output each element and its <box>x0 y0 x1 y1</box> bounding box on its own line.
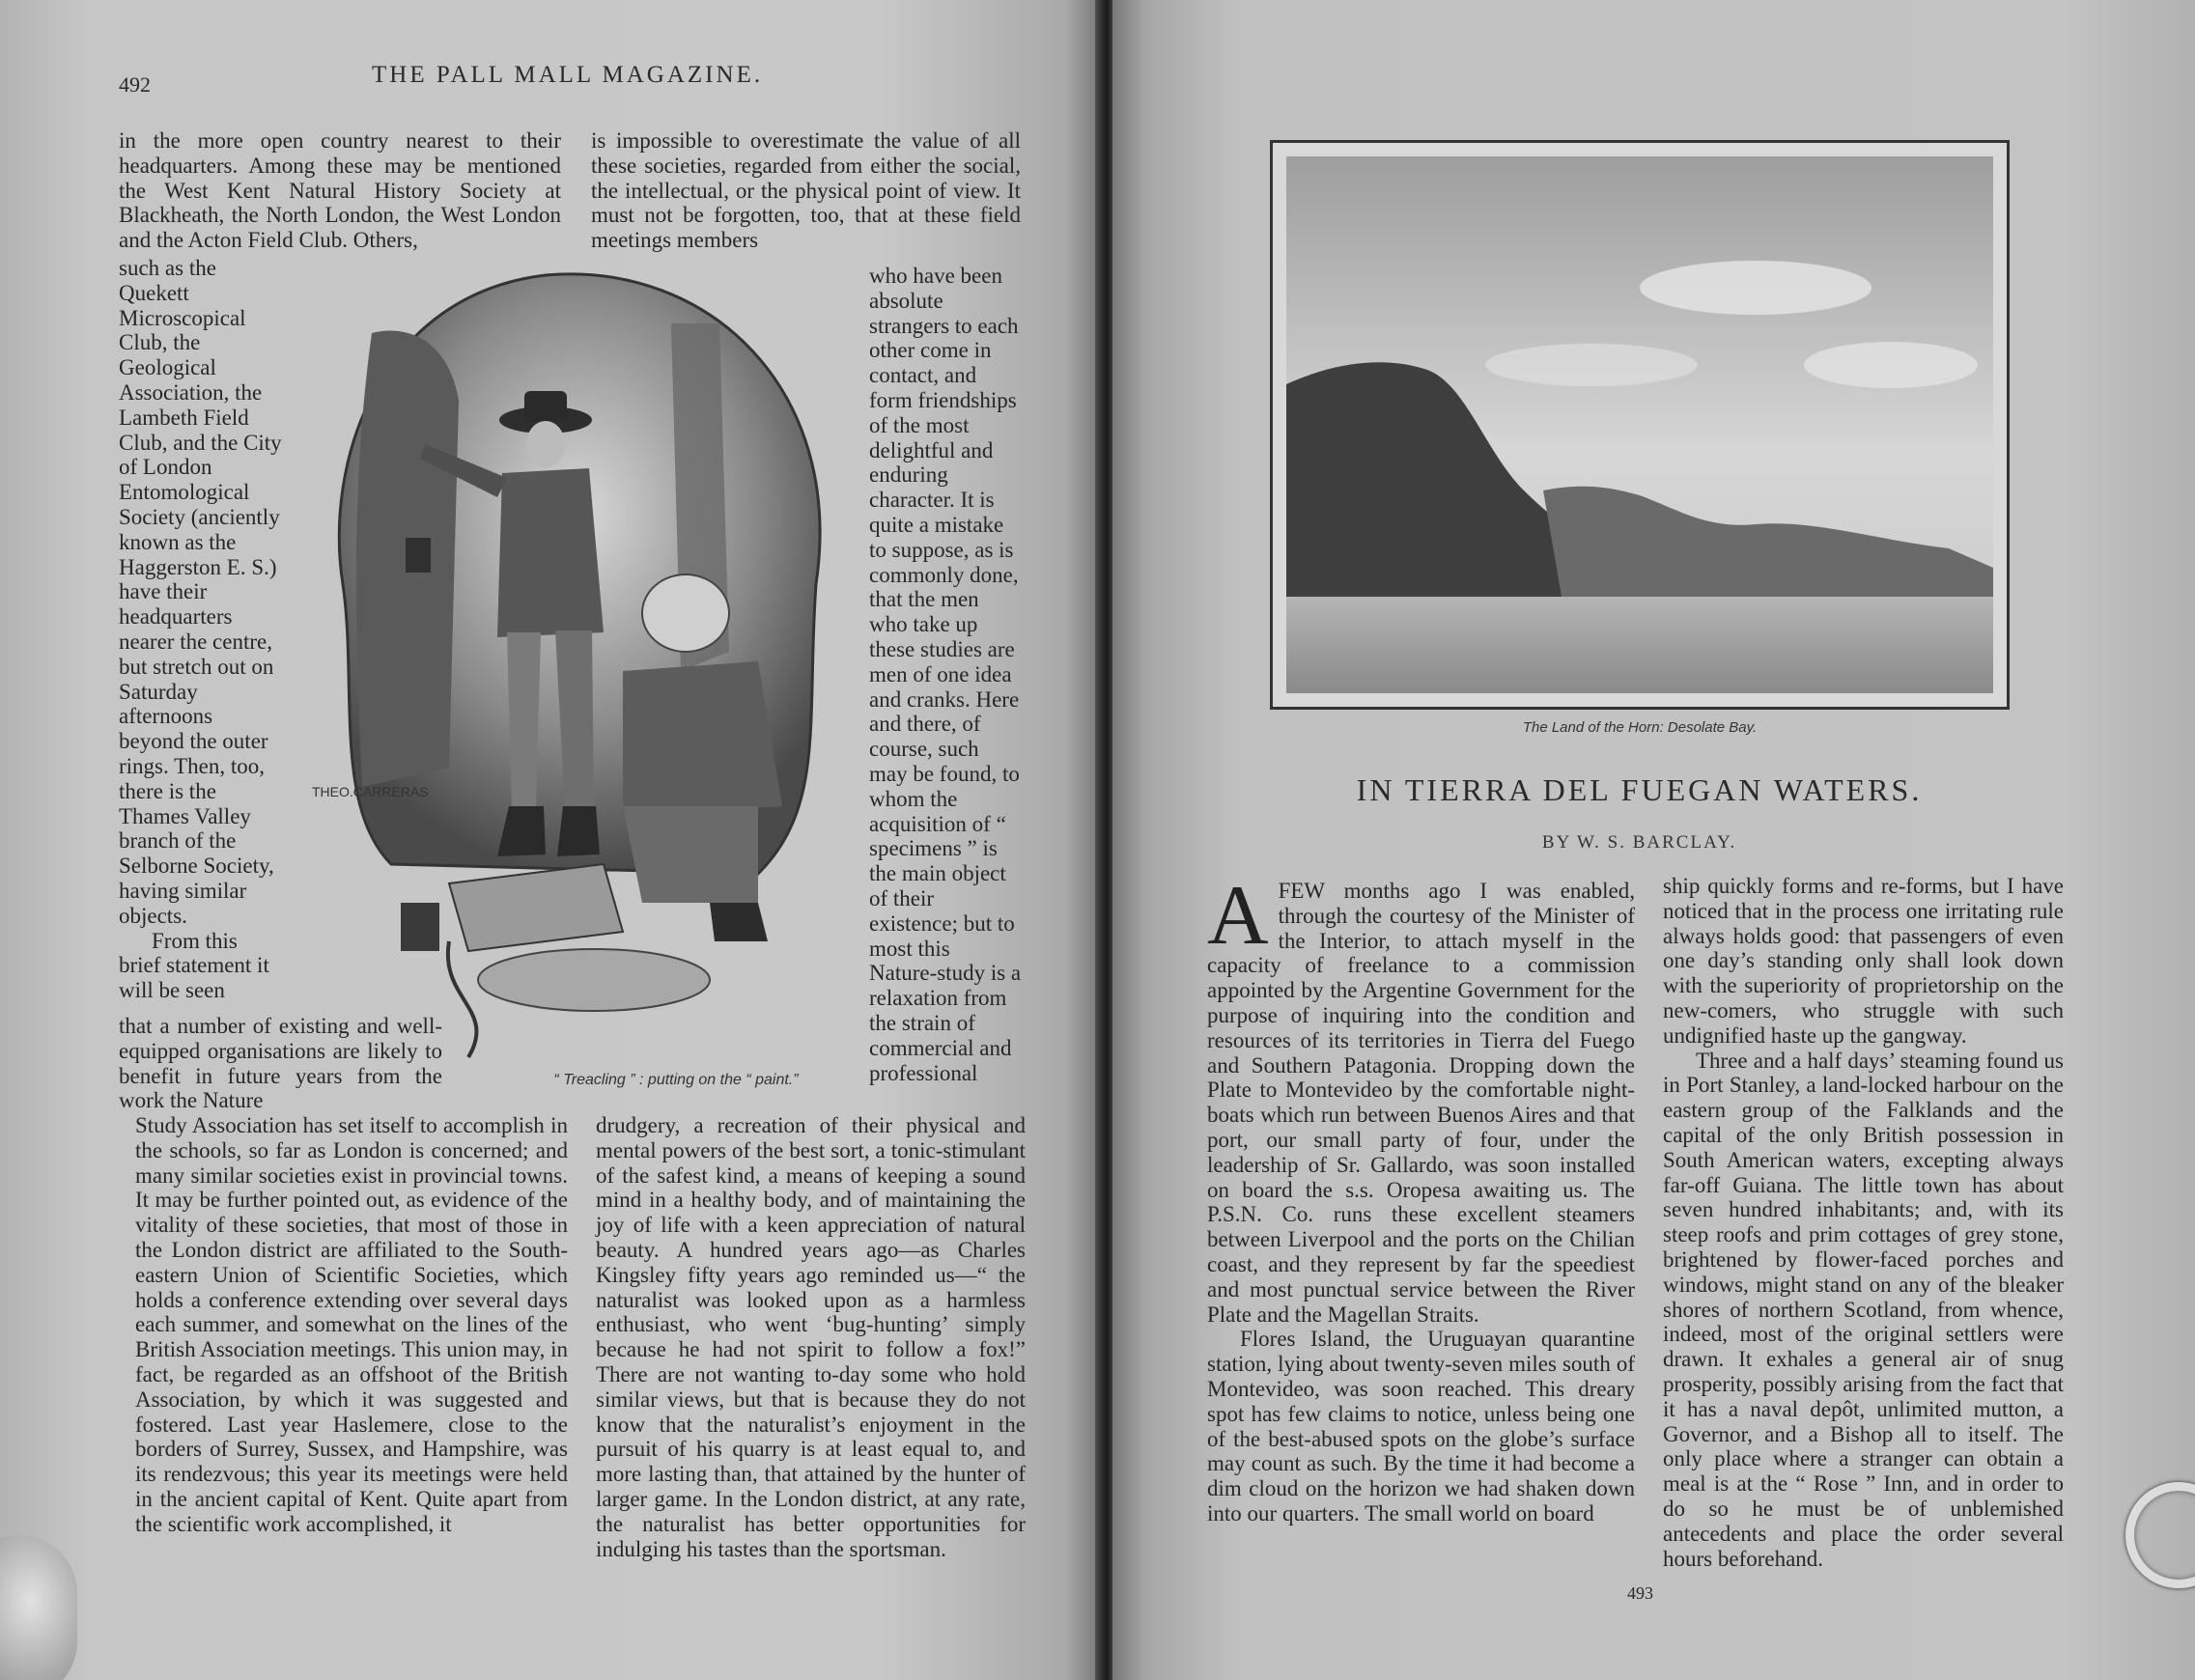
right-col2-para2: Three and a half days’ steaming found us in Port Stanley, a land-locked harbour on the eastern group of the Falklands and the capital of the only British possession in South American waters, excepting always far-off Guiana. The little town has about seven hundred inhabitants; and, with its steep roofs and prim cottages of grey stone, brightened by flower-faced porches and windows, might stand on any of the bleaker shores of northern Scotland, from whence, indeed, most of the original settlers were drawn. It exhales a general air of snug prosperity, possibly arising from the fact that it has a naval depôt, unlimited mutton, a Governor, and a Bishop all to itself. The only place where a stranger can obtain a meal is at the “ Rose ” Inn, and in order to do so he must be of unblemished antecedents and place the order several hours beforehand. <box>1663 1048 2064 1571</box>
illustration-signature: THEO.CARRERAS <box>312 784 429 799</box>
page-number-right: 493 <box>1627 1583 1653 1603</box>
col1-mid-text: that a number of existing and well-equipped organisations are likely to benefit in future years from the work the Nature <box>119 1014 442 1113</box>
left-column-1-narrow <box>119 256 283 1003</box>
drop-cap: A <box>1207 869 1269 963</box>
col1-top-text: in the more open country nearest to their headquarters. Among these may be mentioned the West Kent Natural History Society at Blackheath, the North London, the West London and the Acton Field Club. Others, <box>119 128 561 253</box>
thumb <box>0 1535 77 1680</box>
illustration-caption: “ Treacling ” : putting on the “ paint.” <box>553 1072 799 1088</box>
right-column-1 <box>1207 869 1635 1526</box>
right-col1-para1 <box>1207 869 1635 1327</box>
right-col1-para2: Flores Island, the Uruguayan quarantine station, lying about twenty-seven miles south of Montevideo, was soon reached. This dreary spot has few claims to notice, unless being one of the best-abused spots on the globe’s surface may count as such. By the time it had become a dim cloud on the horizon we had shaken down into our quarters. The small world on board <box>1207 1327 1635 1526</box>
left-column-1-bottom <box>135 1113 568 1537</box>
article-byline: BY W. S. BARCLAY. <box>1541 832 1737 853</box>
col1-bottom-text: Study Association has set itself to accomplish in the schools, so far as London is concerned; and many similar societies exist in provincial towns. It may be further pointed out, as evidence of the vitality of these societies, that most of those in the London district are affiliated to the South-eastern Union of Scientific Societies, which holds a conference extending over several days each summer, and somewhat on the lines of the British Association meetings. This union may, in fact, be regarded as an offshoot of the British Association, by which it was suggested and fostered. Last year Haslemere, close to the borders of Surrey, Sussex, and Hampshire, was its rendezvous; this year its meetings were held in the ancient capital of Kent. Quite apart from the scientific work accomplished, it <box>135 1113 568 1536</box>
left-column-2-bottom <box>596 1113 1026 1561</box>
col1-narrow-text: such as the Quekett Microscopical Club, the Geological Association, the Lambeth Field Club, and the City of London Entomological Society (anciently known as the Haggerston E. S.) have their headquarters nearer the centre, but stretch out on Saturday afternoons beyond the outer rings. Then, too, there is the Thames Valley branch of the Selborne Society, having similar objects. <box>119 256 282 928</box>
treacling-illustration <box>304 266 840 1067</box>
left-column-2 <box>591 128 1021 253</box>
right-col1-para1-text: FEW months ago I was enabled, through the courtesy of the Minister of the Interior, to attach myself in the capacity of freelance to a commission appointed by the Argentine Government for the purpose of inquiring into the condition and resources of its territories in Tierra del Fuego and Southern Patagonia. Dropping down the Plate to Montevideo by the comfortable night-boats which run between Buenos Aires and that port, our small party of four, under the leadership of Sr. Gallardo, was soon installed on board the s.s. Oropesa awaiting us. The P.S.N. Co. runs these excellent steamers between Liverpool and the ports on the Chilian coast, and they represent by far the speediest and most punctual service between the River Plate and the Magellan Straits. <box>1207 879 1635 1327</box>
col2-narrow-text: who have been absolute strangers to each other come in contact, and form friendships of the most delightful and enduring character. It is quite a mistake to suppose, as is commonly done, that the men who take up these studies are men of one idea and cranks. Here and there, of course, such may be found, to whom the acquisition of “ specimens ” is the main object of their existence; but to most this Nature-study is a relaxation from the strain of commercial and professional <box>869 264 1022 1085</box>
desolate-bay-photo <box>1270 140 2010 710</box>
left-column-1 <box>119 128 561 253</box>
col2-bottom-text: drudgery, a recreation of their physical and mental powers of the best sort, a tonic-stimulant of the safest kind, a means of keeping a sound mind in a healthy body, and of maintaining the joy of life with a keen appreciation of natural beauty. A hundred years ago—as Charles Kingsley fifty years ago reminded us—“ the naturalist was looked upon as a harmless enthusiast, who went ‘bug-hunting’ simply because he had not spirit to follow a fox!” There are not wanting to-day some who hold similar views, but that is because they do not know that the naturalist’s enjoyment in the pursuit of his quarry is at least equal to, and more lasting than, that attained by the hunter of larger game. In the London district, at any rate, the naturalist has better opportunities for indulging his tastes than the sportsman. <box>596 1113 1026 1561</box>
col2-top-text: is impossible to overestimate the value of all these societies, regarded from either the social, the intellectual, or the physical point of view. It must not be forgotten, too, that at these field meetings members <box>591 128 1021 253</box>
col1-from-text: From this brief statement it will be seen <box>119 928 269 1003</box>
article-title: IN TIERRA DEL FUEGAN WATERS. <box>1356 772 1923 807</box>
page-number-left: 492 <box>119 72 151 97</box>
left-column-2-narrow <box>869 264 1022 1085</box>
right-column-2 <box>1663 874 2064 1571</box>
right-col2-para1: ship quickly forms and re-forms, but I have noticed that in the process one irritating rule always holds good: that passengers of even one day’s standing only shall look down with the superiority of proprietorship on the new-comers, who struggle with such undignified haste up the gangway. <box>1663 874 2064 1048</box>
running-head: THE PALL MALL MAGAZINE. <box>372 62 764 88</box>
photo-caption: The Land of the Horn: Desolate Bay. <box>1522 719 1758 736</box>
